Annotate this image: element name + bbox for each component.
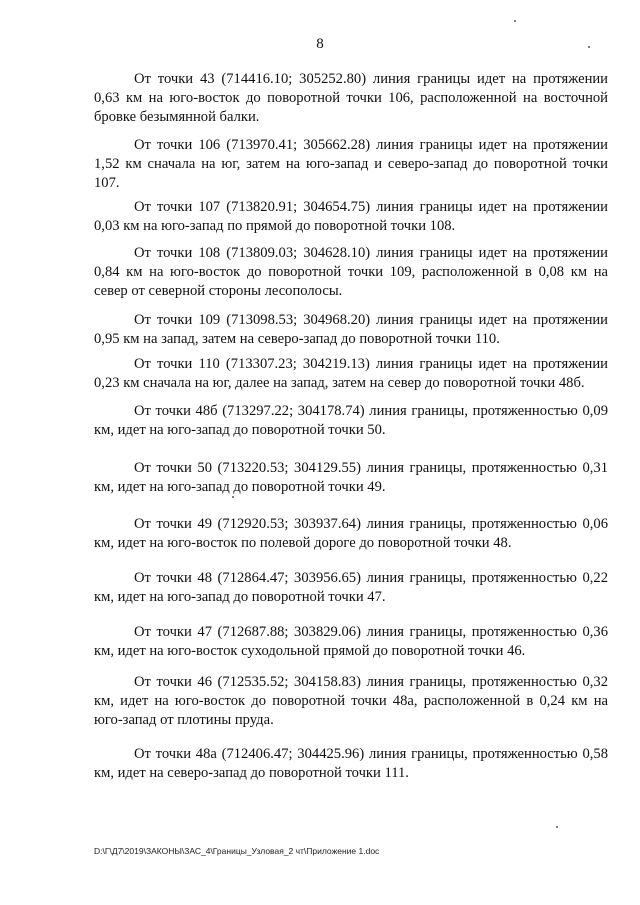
paragraph-point-107: От точки 107 (713820.91; 304654.75) линия границы идет на протяжении 0,03 км на юго-запад по прямой до поворотной точки 108. <box>94 199 608 234</box>
paragraph-point-50: От точки 50 (713220.53; 304129.55) линия границы, протяженностью 0,31 км, идет на юго-запад до поворотной точки 49. <box>94 460 608 495</box>
scan-speck <box>514 20 516 22</box>
scan-speck <box>588 46 590 48</box>
scan-speck <box>232 496 234 498</box>
paragraph-point-48b: От точки 48б (713297.22; 304178.74) линия границы, протяженностью 0,09 км, идет на юго-запад до поворотной точки 50. <box>94 403 608 438</box>
paragraph-point-108: От точки 108 (713809.03; 304628.10) линия границы идет на протяжении 0,84 км на юго-восток до поворотной точки 109, расположенной в 0,08 км на север от северной стороны лесополосы. <box>94 245 608 299</box>
paragraph-point-106: От точки 106 (713970.41; 305662.28) линия границы идет на протяжении 1,52 км сначала на юг, затем на юго-запад и северо-запад до поворотной точки 107. <box>94 137 608 191</box>
paragraph-point-109: От точки 109 (713098.53; 304968.20) линия границы идет на протяжении 0,95 км на запад, затем на северо-запад до поворотной точки 110. <box>94 312 608 347</box>
paragraph-point-49: От точки 49 (712920.53; 303937.64) линия границы, протяженностью 0,06 км, идет на юго-восток по полевой дороге до поворотной точки 48. <box>94 516 608 551</box>
paragraph-point-48a: От точки 48а (712406.47; 304425.96) линия границы, протяженностью 0,58 км, идет на северо-запад до поворотной точки 111. <box>94 746 608 781</box>
paragraph-point-48: От точки 48 (712864.47; 303956.65) линия границы, протяженностью 0,22 км, идет на юго-запад до поворотной точки 47. <box>94 570 608 605</box>
paragraph-point-47: От точки 47 (712687.88; 303829.06) линия границы, протяженностью 0,36 км, идет на юго-восток суходольной прямой до поворотной точки 46. <box>94 624 608 659</box>
footer-file-path: D:\Г\Д7\2019\ЗАКОНЫ\ЗАС_4\Границы_Узловая_2 чт\Приложение 1.doc <box>94 846 380 856</box>
paragraph-point-43: От точки 43 (714416.10; 305252.80) линия границы идет на протяжении 0,63 км на юго-восток до поворотной точки 106, расположенной на восточной бровке безымянной балки. <box>94 71 608 125</box>
scan-speck <box>556 826 558 828</box>
paragraph-point-46: От точки 46 (712535.52; 304158.83) линия границы, протяженностью 0,32 км, идет на юго-восток до поворотной точки 48а, расположенной в 0,24 км на юго-запад от плотины пруда. <box>94 674 608 728</box>
paragraph-point-110: От точки 110 (713307.23; 304219.13) линия границы идет на протяжении 0,23 км сначала на юг, далее на запад, затем на север до поворотной точки 48б. <box>94 356 608 391</box>
page-number: 8 <box>316 36 324 52</box>
